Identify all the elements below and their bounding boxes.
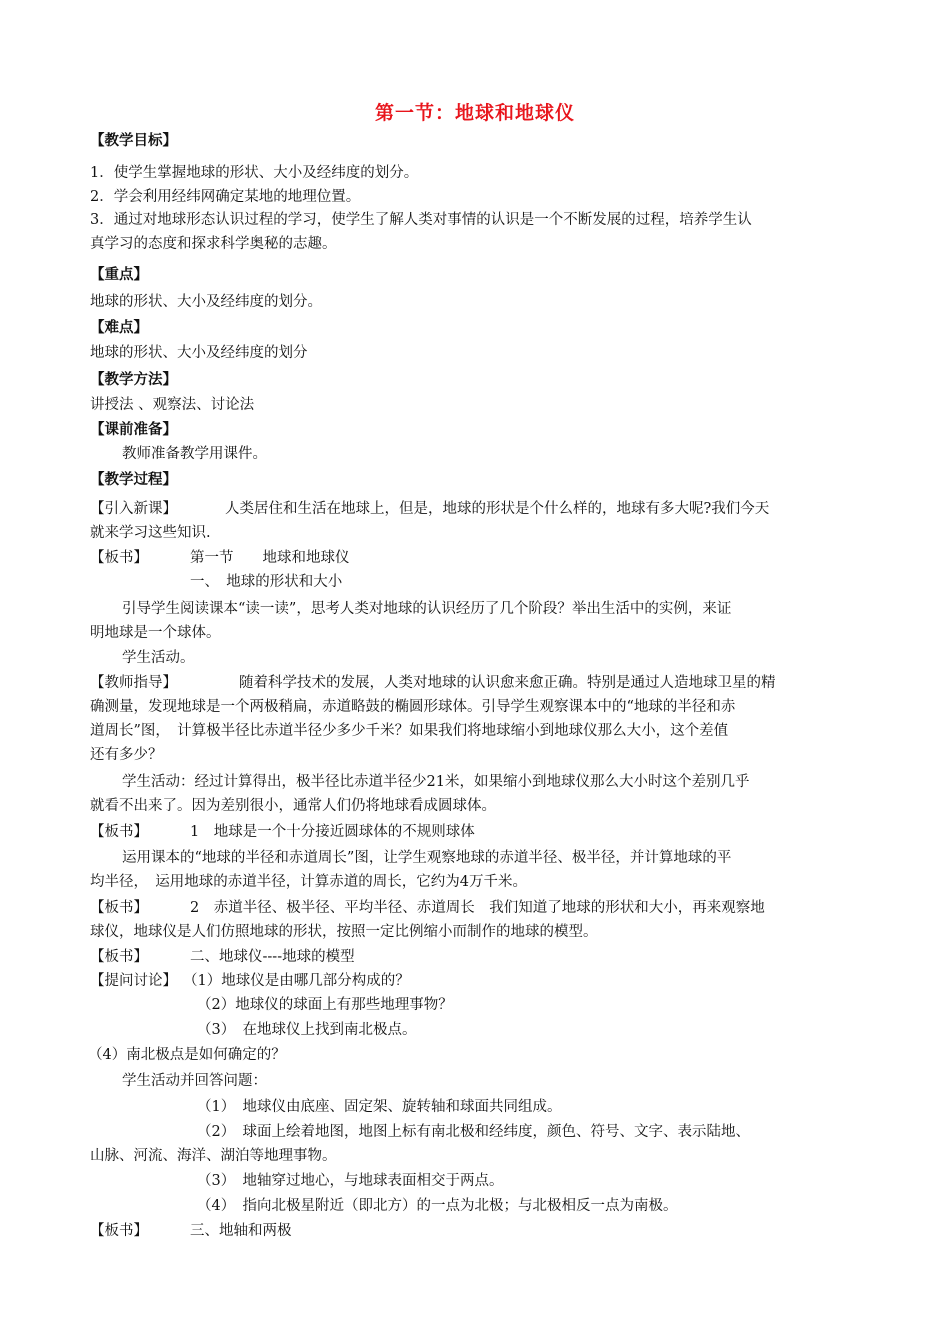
board-label-1: 【板书】 (90, 550, 148, 566)
question-3: （3） 在地球仪上找到南北极点。 (197, 1022, 417, 1038)
intro-text-2: 就来学习这些知识. (90, 525, 211, 541)
globe-intro-text: 球仪，地球仪是人们仿照地球的形状，按照一定比例缩小而制作的地球的模型。 (90, 924, 598, 940)
key-points-text: 地球的形状、大小及经纬度的划分。 (90, 294, 322, 310)
objective-3-line2: 真学习的态度和探求科学奥秘的志趣。 (90, 236, 337, 252)
discussion-label: 【提问讨论】 (90, 973, 177, 989)
heading-difficulties: 【难点】 (90, 320, 148, 336)
answer-2a: （2） 球面上绘着地图，地图上标有南北极和经纬度，颜色、符号、文字、表示陆地、 (197, 1124, 750, 1140)
heading-objectives: 【教学目标】 (90, 133, 177, 149)
board-text-2: 1 地球是一个十分接近圆球体的不规则球体 (190, 824, 475, 840)
intro-label: 【引入新课】 (90, 501, 177, 517)
answer-3: （3） 地轴穿过地心，与地球表面相交于两点。 (197, 1173, 504, 1189)
board-section-1: 一、 地球的形状和大小 (190, 574, 343, 590)
heading-methods: 【教学方法】 (90, 372, 177, 388)
teacher-guide-2: 确测量，发现地球是一个两极稍扁，赤道略鼓的椭圆形球体。引导学生观察课本中的“地球的半径和赤 (90, 699, 736, 715)
board-text-1: 第一节 地球和地球仪 (190, 550, 350, 566)
student-answer-intro: 学生活动并回答问题： (122, 1073, 267, 1089)
radius-text-2: 均半径， 运用地球的赤道半径，计算赤道的周长，它约为4万千米。 (90, 874, 527, 890)
heading-process: 【教学过程】 (90, 472, 177, 488)
answer-4: （4） 指向北极星附近（即北方）的一点为北极；与北极相反一点为南极。 (197, 1198, 678, 1214)
answer-2b: 山脉、河流、海洋、湖泊等地理事物。 (90, 1148, 337, 1164)
teacher-guide-4: 还有多少？ (90, 747, 163, 763)
board-section-2: 二、地球仪----地球的模型 (190, 949, 355, 965)
board-label-4: 【板书】 (90, 949, 148, 965)
answer-1: （1） 地球仪由底座、固定架、旋转轴和球面共同组成。 (197, 1099, 562, 1115)
methods-text: 讲授法 、观察法、讨论法 (90, 397, 255, 413)
board-label-2: 【板书】 (90, 824, 148, 840)
student-activity-2b: 就看不出来了。因为差别很小，通常人们仍将地球看成圆球体。 (90, 798, 496, 814)
board-label-5: 【板书】 (90, 1223, 148, 1239)
objective-1: 1．使学生掌握地球的形状、大小及经纬度的划分。 (90, 165, 419, 181)
radius-text-1: 运用课本的“地球的半径和赤道周长”图，让学生观察地球的赤道半径、极半径，并计算地球的平 (122, 850, 732, 866)
board-text-3: 2 赤道半径、极半径、平均半径、赤道周长 我们知道了地球的形状和大小，再来观察地 (190, 900, 765, 916)
objective-2: 2．学会利用经纬网确定某地的地理位置。 (90, 189, 361, 205)
board-label-3: 【板书】 (90, 900, 148, 916)
heading-preparation: 【课前准备】 (90, 422, 177, 438)
preparation-text: 教师准备教学用课件。 (122, 446, 267, 462)
student-activity-2a: 学生活动：经过计算得出，极半径比赤道半径少21米，如果缩小到地球仪那么大小时这个差别几乎 (122, 774, 750, 790)
objective-3-line1: 3．通过对地球形态认识过程的学习，使学生了解人类对事情的认识是一个不断发展的过程，培养学生认 (90, 212, 752, 228)
intro-text-1: 人类居住和生活在地球上，但是，地球的形状是个什么样的，地球有多大呢?我们今天 (225, 501, 770, 517)
student-activity-1: 学生活动。 (122, 650, 195, 666)
guide-text-2: 明地球是一个球体。 (90, 625, 221, 641)
page-title: 第一节：地球和地球仪 (374, 102, 575, 124)
question-4: （4）南北极点是如何确定的？ (88, 1047, 286, 1063)
difficulties-text: 地球的形状、大小及经纬度的划分 (90, 345, 308, 361)
teacher-guide-3: 道周长”图， 计算极半径比赤道半径少多少千米？如果我们将地球缩小到地球仪那么大小，这个差值 (90, 723, 729, 739)
heading-key-points: 【重点】 (90, 267, 148, 283)
board-section-3: 三、地轴和两极 (190, 1223, 292, 1239)
question-1: （1）地球仪是由哪几部分构成的？ (183, 973, 410, 989)
teacher-guide-1: 随着科学技术的发展，人类对地球的认识愈来愈正确。特别是通过人造地球卫星的精 (239, 675, 776, 691)
teacher-guide-label: 【教师指导】 (90, 675, 177, 691)
question-2: （2）地球仪的球面上有那些地理事物？ (197, 997, 453, 1013)
guide-text-1: 引导学生阅读课本“读一读”，思考人类对地球的认识经历了几个阶段？举出生活中的实例，来证 (122, 601, 732, 617)
